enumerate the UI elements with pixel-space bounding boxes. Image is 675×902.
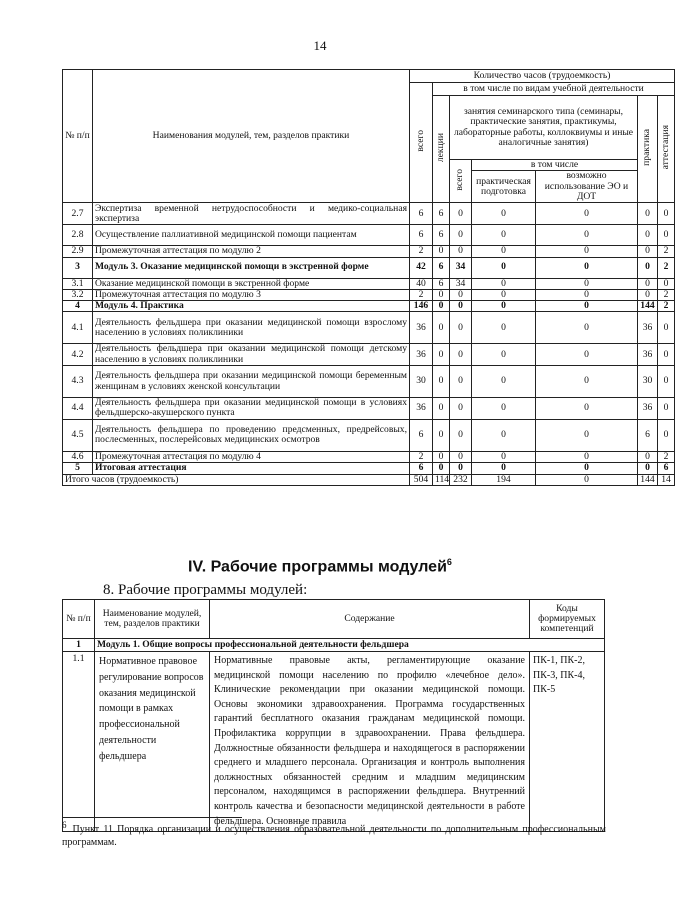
row-eo: 0 <box>536 398 638 420</box>
modules-header-codes: Коды формируемых компетенций <box>530 600 605 639</box>
row-prac: 0 <box>638 257 658 278</box>
row-name: Промежуточная аттестация по модулю 2 <box>93 246 410 257</box>
row-sem: 0 <box>450 312 472 344</box>
row-lec: 0 <box>433 419 450 451</box>
table-row <box>63 451 675 462</box>
row-att: 0 <box>658 366 675 398</box>
col-header-including: в том числе <box>472 160 638 171</box>
table-row <box>63 278 675 289</box>
col-header-num: № п/п <box>63 70 93 203</box>
col-header-lectures <box>433 96 450 203</box>
row-lec: 0 <box>433 301 450 312</box>
total-eo: 0 <box>536 474 638 485</box>
row-lec: 0 <box>433 398 450 420</box>
row-name: Экспертиза временной нетрудоспособности и медико-социальная экспертиза <box>93 203 410 225</box>
col-header-total-text: всего <box>414 130 426 152</box>
row-total: 40 <box>410 278 433 289</box>
subtitle: 8. Рабочие программы модулей: <box>103 582 308 598</box>
row-pp: 0 <box>472 301 536 312</box>
row-num: 2.7 <box>63 203 93 225</box>
row-name: Деятельность фельдшера при оказании медицинской помощи взрослому населению в условиях поликлиники <box>93 312 410 344</box>
row-sem: 0 <box>450 419 472 451</box>
col-header-practical-prep: практическая подготовка <box>472 171 536 203</box>
row-1-1-content: Нормативные правовые акты, регламентирующие оказание медицинской помощи населению по профилю «лечебное дело». Клинические рекомендации при оказании медицинской помощи. Основы экономики здравоохранения. Программа государственных гарантий бесплатного оказания гражданам медицинской помощи. Профилактика коррупции в здравоохранении. Права фельдшера. Должностные обязанности фельдшера и находящегося в распоряжении среднего и младшего персонала. Организация и контроль выполнения должностных обязанностей средним и младшим медицинским персоналом, находящимся в распоряжении фельдшера. Внутренний контроль качества и безопасности медицинской деятельности в работе фельдшера. Основные правила <box>210 652 530 832</box>
row-prac: 144 <box>638 301 658 312</box>
row-eo: 0 <box>536 312 638 344</box>
row-total: 36 <box>410 312 433 344</box>
row-pp: 0 <box>472 203 536 225</box>
row-att: 0 <box>658 398 675 420</box>
row-eo: 0 <box>536 301 638 312</box>
row-num: 4 <box>63 301 93 312</box>
row-total: 30 <box>410 366 433 398</box>
page-number: 14 <box>313 38 327 53</box>
total-row-label: Итого часов (трудоемкость) <box>63 474 410 485</box>
table-row <box>63 419 675 451</box>
row-att: 0 <box>658 278 675 289</box>
table-row <box>63 398 675 420</box>
section-footnote-ref: 6 <box>446 557 452 567</box>
row-att: 2 <box>658 301 675 312</box>
row-pp: 0 <box>472 398 536 420</box>
row-1-1-name: Нормативное правовое регулирование вопросов оказания медицинской помощи в рамках профессиональной деятельности фельдшера <box>95 652 210 832</box>
table-row <box>63 366 675 398</box>
row-att: 0 <box>658 225 675 246</box>
row-lec: 6 <box>433 278 450 289</box>
row-num: 4.4 <box>63 398 93 420</box>
modules-header-content: Содержание <box>210 600 530 639</box>
col-header-by-type: в том числе по видам учебной деятельности <box>433 83 675 96</box>
row-pp: 0 <box>472 366 536 398</box>
row-lec: 0 <box>433 366 450 398</box>
row-1-1-codes: ПК-1, ПК-2, ПК-3, ПК-4, ПК-5 <box>530 652 605 832</box>
row-sem: 34 <box>450 278 472 289</box>
total-prac: 144 <box>638 474 658 485</box>
row-eo: 0 <box>536 451 638 462</box>
row-num: 4.5 <box>63 419 93 451</box>
row-lec: 0 <box>433 289 450 300</box>
col-header-name: Наименования модулей, тем, разделов практики <box>93 70 410 203</box>
row-total: 36 <box>410 398 433 420</box>
row-num: 4.3 <box>63 366 93 398</box>
row-total: 6 <box>410 225 433 246</box>
module-row-num: 1 <box>63 639 95 652</box>
row-lec: 6 <box>433 203 450 225</box>
row-lec: 6 <box>433 225 450 246</box>
row-sem: 34 <box>450 257 472 278</box>
row-1-1-num: 1.1 <box>63 652 95 832</box>
col-header-practice-text: практика <box>641 129 653 166</box>
row-total: 2 <box>410 451 433 462</box>
row-lec: 6 <box>433 257 450 278</box>
row-eo: 0 <box>536 278 638 289</box>
row-eo: 0 <box>536 289 638 300</box>
col-header-attestation-text: аттестация <box>659 125 671 170</box>
row-prac: 36 <box>638 312 658 344</box>
row-sem: 0 <box>450 225 472 246</box>
row-name: Промежуточная аттестация по модулю 4 <box>93 451 410 462</box>
row-sem: 0 <box>450 344 472 366</box>
row-eo: 0 <box>536 246 638 257</box>
row-name: Деятельность фельдшера при оказании медицинской помощи в условиях фельдшерско-акушерского пункта <box>93 398 410 420</box>
row-att: 6 <box>658 462 675 474</box>
row-pp: 0 <box>472 462 536 474</box>
row-total: 42 <box>410 257 433 278</box>
footnote-divider <box>62 817 242 818</box>
row-num: 3 <box>63 257 93 278</box>
row-name: Модуль 3. Оказание медицинской помощи в экстренной форме <box>93 257 410 278</box>
col-header-total <box>410 83 433 203</box>
row-prac: 0 <box>638 451 658 462</box>
row-att: 2 <box>658 289 675 300</box>
row-sem: 0 <box>450 289 472 300</box>
row-total: 6 <box>410 462 433 474</box>
row-sem: 0 <box>450 301 472 312</box>
total-total: 504 <box>410 474 433 485</box>
row-prac: 6 <box>638 419 658 451</box>
col-header-lectures-text: лекции <box>434 132 446 163</box>
row-sem: 0 <box>450 398 472 420</box>
row-att: 2 <box>658 246 675 257</box>
row-prac: 36 <box>638 344 658 366</box>
modules-table <box>62 599 605 832</box>
row-pp: 0 <box>472 344 536 366</box>
table-row <box>63 246 675 257</box>
row-att: 0 <box>658 203 675 225</box>
row-total: 6 <box>410 419 433 451</box>
row-att: 2 <box>658 451 675 462</box>
row-lec: 0 <box>433 462 450 474</box>
row-sem: 0 <box>450 203 472 225</box>
row-sem: 0 <box>450 462 472 474</box>
total-pp: 194 <box>472 474 536 485</box>
row-eo: 0 <box>536 257 638 278</box>
row-lec: 0 <box>433 344 450 366</box>
row-total: 6 <box>410 203 433 225</box>
row-prac: 36 <box>638 398 658 420</box>
row-prac: 30 <box>638 366 658 398</box>
row-name: Модуль 4. Практика <box>93 301 410 312</box>
row-num: 3.2 <box>63 289 93 300</box>
row-pp: 0 <box>472 312 536 344</box>
row-att: 0 <box>658 419 675 451</box>
col-header-sem-total <box>450 160 472 203</box>
row-total: 36 <box>410 344 433 366</box>
row-att: 0 <box>658 344 675 366</box>
table-row <box>63 203 675 225</box>
row-pp: 0 <box>472 257 536 278</box>
row-prac: 0 <box>638 246 658 257</box>
row-total: 2 <box>410 289 433 300</box>
row-eo: 0 <box>536 344 638 366</box>
modules-header-num: № п/п <box>63 600 95 639</box>
total-sem: 232 <box>450 474 472 485</box>
row-eo: 0 <box>536 203 638 225</box>
col-header-eo-dot: возможно использование ЭО и ДОТ <box>536 171 638 203</box>
row-total: 2 <box>410 246 433 257</box>
col-header-seminar: занятия семинарского типа (семинары, практические занятия, практикумы, лабораторные работы, коллоквиумы и иные аналогичные занятия) <box>450 96 638 160</box>
row-att: 0 <box>658 312 675 344</box>
row-pp: 0 <box>472 451 536 462</box>
row-num: 2.8 <box>63 225 93 246</box>
table-row <box>63 301 675 312</box>
row-num: 4.6 <box>63 451 93 462</box>
footnote-text: Пункт 11 Порядка организации и осуществления образовательной деятельности по дополнительным профессиональным программам. <box>62 824 606 848</box>
row-eo: 0 <box>536 419 638 451</box>
row-prac: 0 <box>638 289 658 300</box>
row-lec: 0 <box>433 312 450 344</box>
row-num: 3.1 <box>63 278 93 289</box>
row-pp: 0 <box>472 246 536 257</box>
row-prac: 0 <box>638 278 658 289</box>
row-eo: 0 <box>536 225 638 246</box>
table-row <box>63 312 675 344</box>
row-num: 4.1 <box>63 312 93 344</box>
row-sem: 0 <box>450 366 472 398</box>
row-total: 146 <box>410 301 433 312</box>
row-num: 4.2 <box>63 344 93 366</box>
row-name: Деятельность фельдшера при оказании медицинской помощи беременным женщинам в условиях женской консультации <box>93 366 410 398</box>
row-name: Промежуточная аттестация по модулю 3 <box>93 289 410 300</box>
row-num: 2.9 <box>63 246 93 257</box>
row-pp: 0 <box>472 278 536 289</box>
row-name: Деятельность фельдшера при оказании медицинской помощи детскому населению в условиях поликлиники <box>93 344 410 366</box>
row-eo: 0 <box>536 366 638 398</box>
col-header-practice <box>638 96 658 203</box>
table-row <box>63 344 675 366</box>
col-header-hours: Количество часов (трудоемкость) <box>410 70 675 83</box>
col-header-attestation <box>658 96 675 203</box>
row-sem: 0 <box>450 246 472 257</box>
row-pp: 0 <box>472 289 536 300</box>
row-pp: 0 <box>472 419 536 451</box>
table-row <box>63 225 675 246</box>
row-lec: 0 <box>433 451 450 462</box>
row-name: Итоговая аттестация <box>93 462 410 474</box>
table-row <box>63 289 675 300</box>
col-header-sem-total-text: всего <box>454 168 466 191</box>
row-sem: 0 <box>450 451 472 462</box>
section-title-text: IV. Рабочие программы модулей <box>188 558 447 576</box>
footnote-number: 6 <box>62 819 67 830</box>
module-row-title: Модуль 1. Общие вопросы профессиональной деятельности фельдшера <box>95 639 605 652</box>
footnote <box>62 819 606 849</box>
row-pp: 0 <box>472 225 536 246</box>
hours-table <box>62 69 675 486</box>
modules-header-name: Наименование модулей, тем, разделов практики <box>95 600 210 639</box>
section-title <box>0 557 640 576</box>
total-att: 14 <box>658 474 675 485</box>
row-prac: 0 <box>638 203 658 225</box>
row-att: 2 <box>658 257 675 278</box>
row-lec: 0 <box>433 246 450 257</box>
row-name: Оказание медицинской помощи в экстренной форме <box>93 278 410 289</box>
row-name: Деятельность фельдшера по проведению предсменных, предрейсовых, послесменных, послерейсовых медицинских осмотров <box>93 419 410 451</box>
table-row <box>63 462 675 474</box>
row-eo: 0 <box>536 462 638 474</box>
row-num: 5 <box>63 462 93 474</box>
table-row <box>63 257 675 278</box>
row-prac: 0 <box>638 462 658 474</box>
row-prac: 0 <box>638 225 658 246</box>
total-row <box>63 474 675 485</box>
row-name: Осуществление паллиативной медицинской помощи пациентам <box>93 225 410 246</box>
total-lec: 114 <box>433 474 450 485</box>
